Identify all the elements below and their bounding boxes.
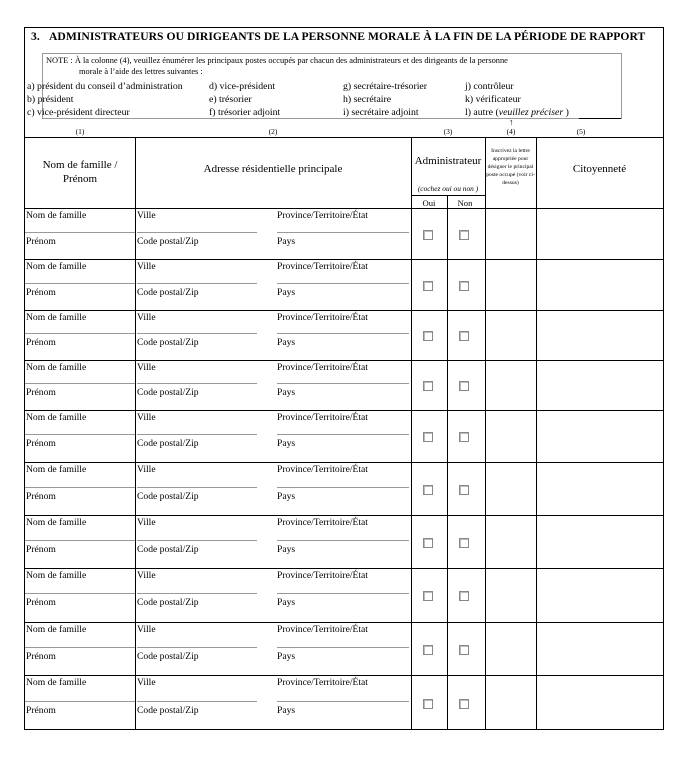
country-label: Pays	[277, 236, 296, 247]
header-address: Adresse résidentielle principale	[203, 163, 343, 175]
admin-oui-checkbox[interactable]	[423, 591, 433, 601]
province-label: Province/Territoire/État	[277, 210, 368, 221]
country-label: Pays	[277, 491, 296, 502]
last-name-label: Nom de famille	[26, 362, 87, 373]
header-admin: Administrateur	[414, 155, 482, 167]
option-j: j) contrôleur	[465, 81, 514, 92]
last-name-field[interactable]	[25, 232, 135, 233]
admin-oui-checkbox[interactable]	[423, 485, 433, 495]
postal-label: Code postal/Zip	[137, 491, 199, 502]
last-name-label: Nom de famille	[26, 677, 87, 688]
city-field[interactable]	[137, 593, 257, 594]
province-label: Province/Territoire/État	[277, 261, 368, 272]
province-label: Province/Territoire/État	[277, 570, 368, 581]
province-label: Province/Territoire/État	[277, 412, 368, 423]
admin-non-checkbox[interactable]	[459, 331, 469, 341]
column-number-3: (3)	[443, 127, 453, 136]
oui-non-divider	[447, 463, 448, 515]
first-name-label: Prénom	[26, 287, 56, 298]
note-line-1: NOTE : À la colonne (4), veuillez énumérer les principaux postes occupés par chacun des administrateurs et des dirigeants de la personne	[46, 56, 508, 65]
table-row	[25, 675, 663, 730]
header-name: Nom de famille / Prénom	[42, 159, 118, 185]
table-row	[25, 568, 663, 622]
first-name-label: Prénom	[26, 438, 56, 449]
option-a: a) président du conseil d’administration	[27, 81, 183, 92]
city-field[interactable]	[137, 333, 257, 334]
city-label: Ville	[137, 261, 156, 272]
province-label: Province/Territoire/État	[277, 677, 368, 688]
country-label: Pays	[277, 651, 296, 662]
country-label: Pays	[277, 387, 296, 398]
admin-oui-checkbox[interactable]	[423, 331, 433, 341]
first-name-label: Prénom	[26, 236, 56, 247]
country-label: Pays	[277, 597, 296, 608]
table-row	[25, 259, 663, 310]
province-label: Province/Territoire/État	[277, 312, 368, 323]
postal-label: Code postal/Zip	[137, 544, 199, 555]
first-name-label: Prénom	[26, 491, 56, 502]
city-field[interactable]	[137, 383, 257, 384]
section-frame	[24, 27, 664, 730]
oui-non-divider	[447, 260, 448, 310]
option-e: e) trésorier	[209, 94, 252, 105]
admin-non-checkbox[interactable]	[459, 432, 469, 442]
oui-non-divider	[447, 676, 448, 730]
country-label: Pays	[277, 287, 296, 298]
table-row	[25, 515, 663, 568]
last-name-label: Nom de famille	[26, 570, 87, 581]
arrow-up-icon: ↑	[509, 117, 514, 127]
postal-label: Code postal/Zip	[137, 236, 199, 247]
admin-non-checkbox[interactable]	[459, 591, 469, 601]
last-name-label: Nom de famille	[26, 261, 87, 272]
last-name-label: Nom de famille	[26, 517, 87, 528]
last-name-field[interactable]	[25, 487, 135, 488]
city-label: Ville	[137, 517, 156, 528]
option-d: d) vice-président	[209, 81, 276, 92]
column-number-1: (1)	[75, 127, 85, 136]
province-field[interactable]	[277, 333, 409, 334]
province-field[interactable]	[277, 487, 409, 488]
province-label: Province/Territoire/État	[277, 464, 368, 475]
section-title	[31, 30, 645, 43]
option-f: f) trésorier adjoint	[209, 107, 281, 118]
first-name-label: Prénom	[26, 387, 56, 398]
country-label: Pays	[277, 544, 296, 555]
admin-non-checkbox[interactable]	[459, 645, 469, 655]
admin-oui-checkbox[interactable]	[423, 230, 433, 240]
option-i: i) secrétaire adjoint	[343, 107, 419, 118]
column-number-4: (4)	[506, 127, 516, 136]
city-field[interactable]	[137, 647, 257, 648]
header-admin-divider	[411, 195, 485, 196]
province-field[interactable]	[277, 647, 409, 648]
city-field[interactable]	[137, 540, 257, 541]
first-name-label: Prénom	[26, 544, 56, 555]
city-label: Ville	[137, 210, 156, 221]
city-field[interactable]	[137, 232, 257, 233]
city-field[interactable]	[137, 434, 257, 435]
header-letter: Inscrivez la lettre appropriée pour désigner le principal poste occupé (voir ci-dessus)	[486, 148, 535, 186]
admin-oui-checkbox[interactable]	[423, 645, 433, 655]
section-number: 3.	[31, 30, 40, 43]
province-field[interactable]	[277, 383, 409, 384]
admin-non-checkbox[interactable]	[459, 699, 469, 709]
section-title-text: ADMINISTRATEURS OU DIRIGEANTS DE LA PERSONNE MORALE À LA FIN DE LA PÉRIODE DE RAPPORT	[49, 30, 646, 43]
admin-non-checkbox[interactable]	[459, 485, 469, 495]
first-name-label: Prénom	[26, 337, 56, 348]
oui-non-divider	[447, 311, 448, 360]
last-name-field[interactable]	[25, 647, 135, 648]
column-number-5: (5)	[576, 127, 586, 136]
province-field[interactable]	[277, 283, 409, 284]
oui-non-divider	[447, 411, 448, 462]
province-label: Province/Territoire/État	[277, 517, 368, 528]
last-name-field[interactable]	[25, 383, 135, 384]
table-row	[25, 410, 663, 462]
postal-label: Code postal/Zip	[137, 597, 199, 608]
table-row	[25, 462, 663, 515]
country-label: Pays	[277, 705, 296, 716]
last-name-label: Nom de famille	[26, 312, 87, 323]
admin-non-checkbox[interactable]	[459, 230, 469, 240]
country-label: Pays	[277, 337, 296, 348]
postal-label: Code postal/Zip	[137, 651, 199, 662]
city-label: Ville	[137, 362, 156, 373]
option-l: l) autre (veuillez préciser )	[465, 107, 569, 118]
header-oui: Oui	[422, 198, 436, 208]
note-line-2: morale à l’aide des lettres suivantes :	[79, 67, 203, 76]
oui-non-divider	[447, 623, 448, 675]
province-field[interactable]	[277, 593, 409, 594]
city-label: Ville	[137, 624, 156, 635]
header-non: Non	[457, 198, 473, 208]
last-name-label: Nom de famille	[26, 210, 87, 221]
last-name-field[interactable]	[25, 540, 135, 541]
first-name-label: Prénom	[26, 597, 56, 608]
province-field[interactable]	[277, 701, 409, 702]
table-row	[25, 208, 663, 259]
province-field[interactable]	[277, 540, 409, 541]
other-specify-field[interactable]	[579, 118, 621, 119]
header-citizenship: Citoyenneté	[572, 163, 627, 175]
oui-non-divider	[447, 361, 448, 410]
table-row	[25, 360, 663, 410]
admin-non-checkbox[interactable]	[459, 281, 469, 291]
postal-label: Code postal/Zip	[137, 337, 199, 348]
postal-label: Code postal/Zip	[137, 705, 199, 716]
city-label: Ville	[137, 570, 156, 581]
postal-label: Code postal/Zip	[137, 387, 199, 398]
country-label: Pays	[277, 438, 296, 449]
table-row	[25, 622, 663, 675]
city-label: Ville	[137, 412, 156, 423]
option-b: b) président	[27, 94, 74, 105]
province-label: Province/Territoire/État	[277, 362, 368, 373]
oui-non-divider	[447, 516, 448, 568]
province-field[interactable]	[277, 434, 409, 435]
province-field[interactable]	[277, 232, 409, 233]
oui-non-divider	[447, 569, 448, 622]
city-label: Ville	[137, 464, 156, 475]
city-field[interactable]	[137, 701, 257, 702]
last-name-field[interactable]	[25, 434, 135, 435]
admin-oui-checkbox[interactable]	[423, 281, 433, 291]
table-top-border	[25, 137, 663, 138]
city-label: Ville	[137, 677, 156, 688]
option-g: g) secrétaire-trésorier	[343, 81, 428, 92]
city-field[interactable]	[137, 487, 257, 488]
city-field[interactable]	[137, 283, 257, 284]
header-admin-sub: (cochez oui ou non )	[417, 184, 479, 193]
postal-label: Code postal/Zip	[137, 438, 199, 449]
city-label: Ville	[137, 312, 156, 323]
oui-non-divider	[447, 209, 448, 259]
admin-oui-checkbox[interactable]	[423, 432, 433, 442]
admin-oui-checkbox[interactable]	[423, 381, 433, 391]
admin-oui-checkbox[interactable]	[423, 538, 433, 548]
table-row	[25, 310, 663, 360]
first-name-label: Prénom	[26, 705, 56, 716]
admin-oui-checkbox[interactable]	[423, 699, 433, 709]
last-name-field[interactable]	[25, 333, 135, 334]
option-h: h) secrétaire	[343, 94, 392, 105]
column-number-2: (2)	[268, 127, 278, 136]
province-label: Province/Territoire/État	[277, 624, 368, 635]
last-name-field[interactable]	[25, 701, 135, 702]
postal-label: Code postal/Zip	[137, 287, 199, 298]
admin-non-checkbox[interactable]	[459, 538, 469, 548]
last-name-field[interactable]	[25, 593, 135, 594]
last-name-label: Nom de famille	[26, 464, 87, 475]
option-c: c) vice-président directeur	[27, 107, 130, 118]
option-k: k) vérificateur	[465, 94, 521, 105]
first-name-label: Prénom	[26, 651, 56, 662]
last-name-label: Nom de famille	[26, 624, 87, 635]
last-name-label: Nom de famille	[26, 412, 87, 423]
admin-non-checkbox[interactable]	[459, 381, 469, 391]
last-name-field[interactable]	[25, 283, 135, 284]
